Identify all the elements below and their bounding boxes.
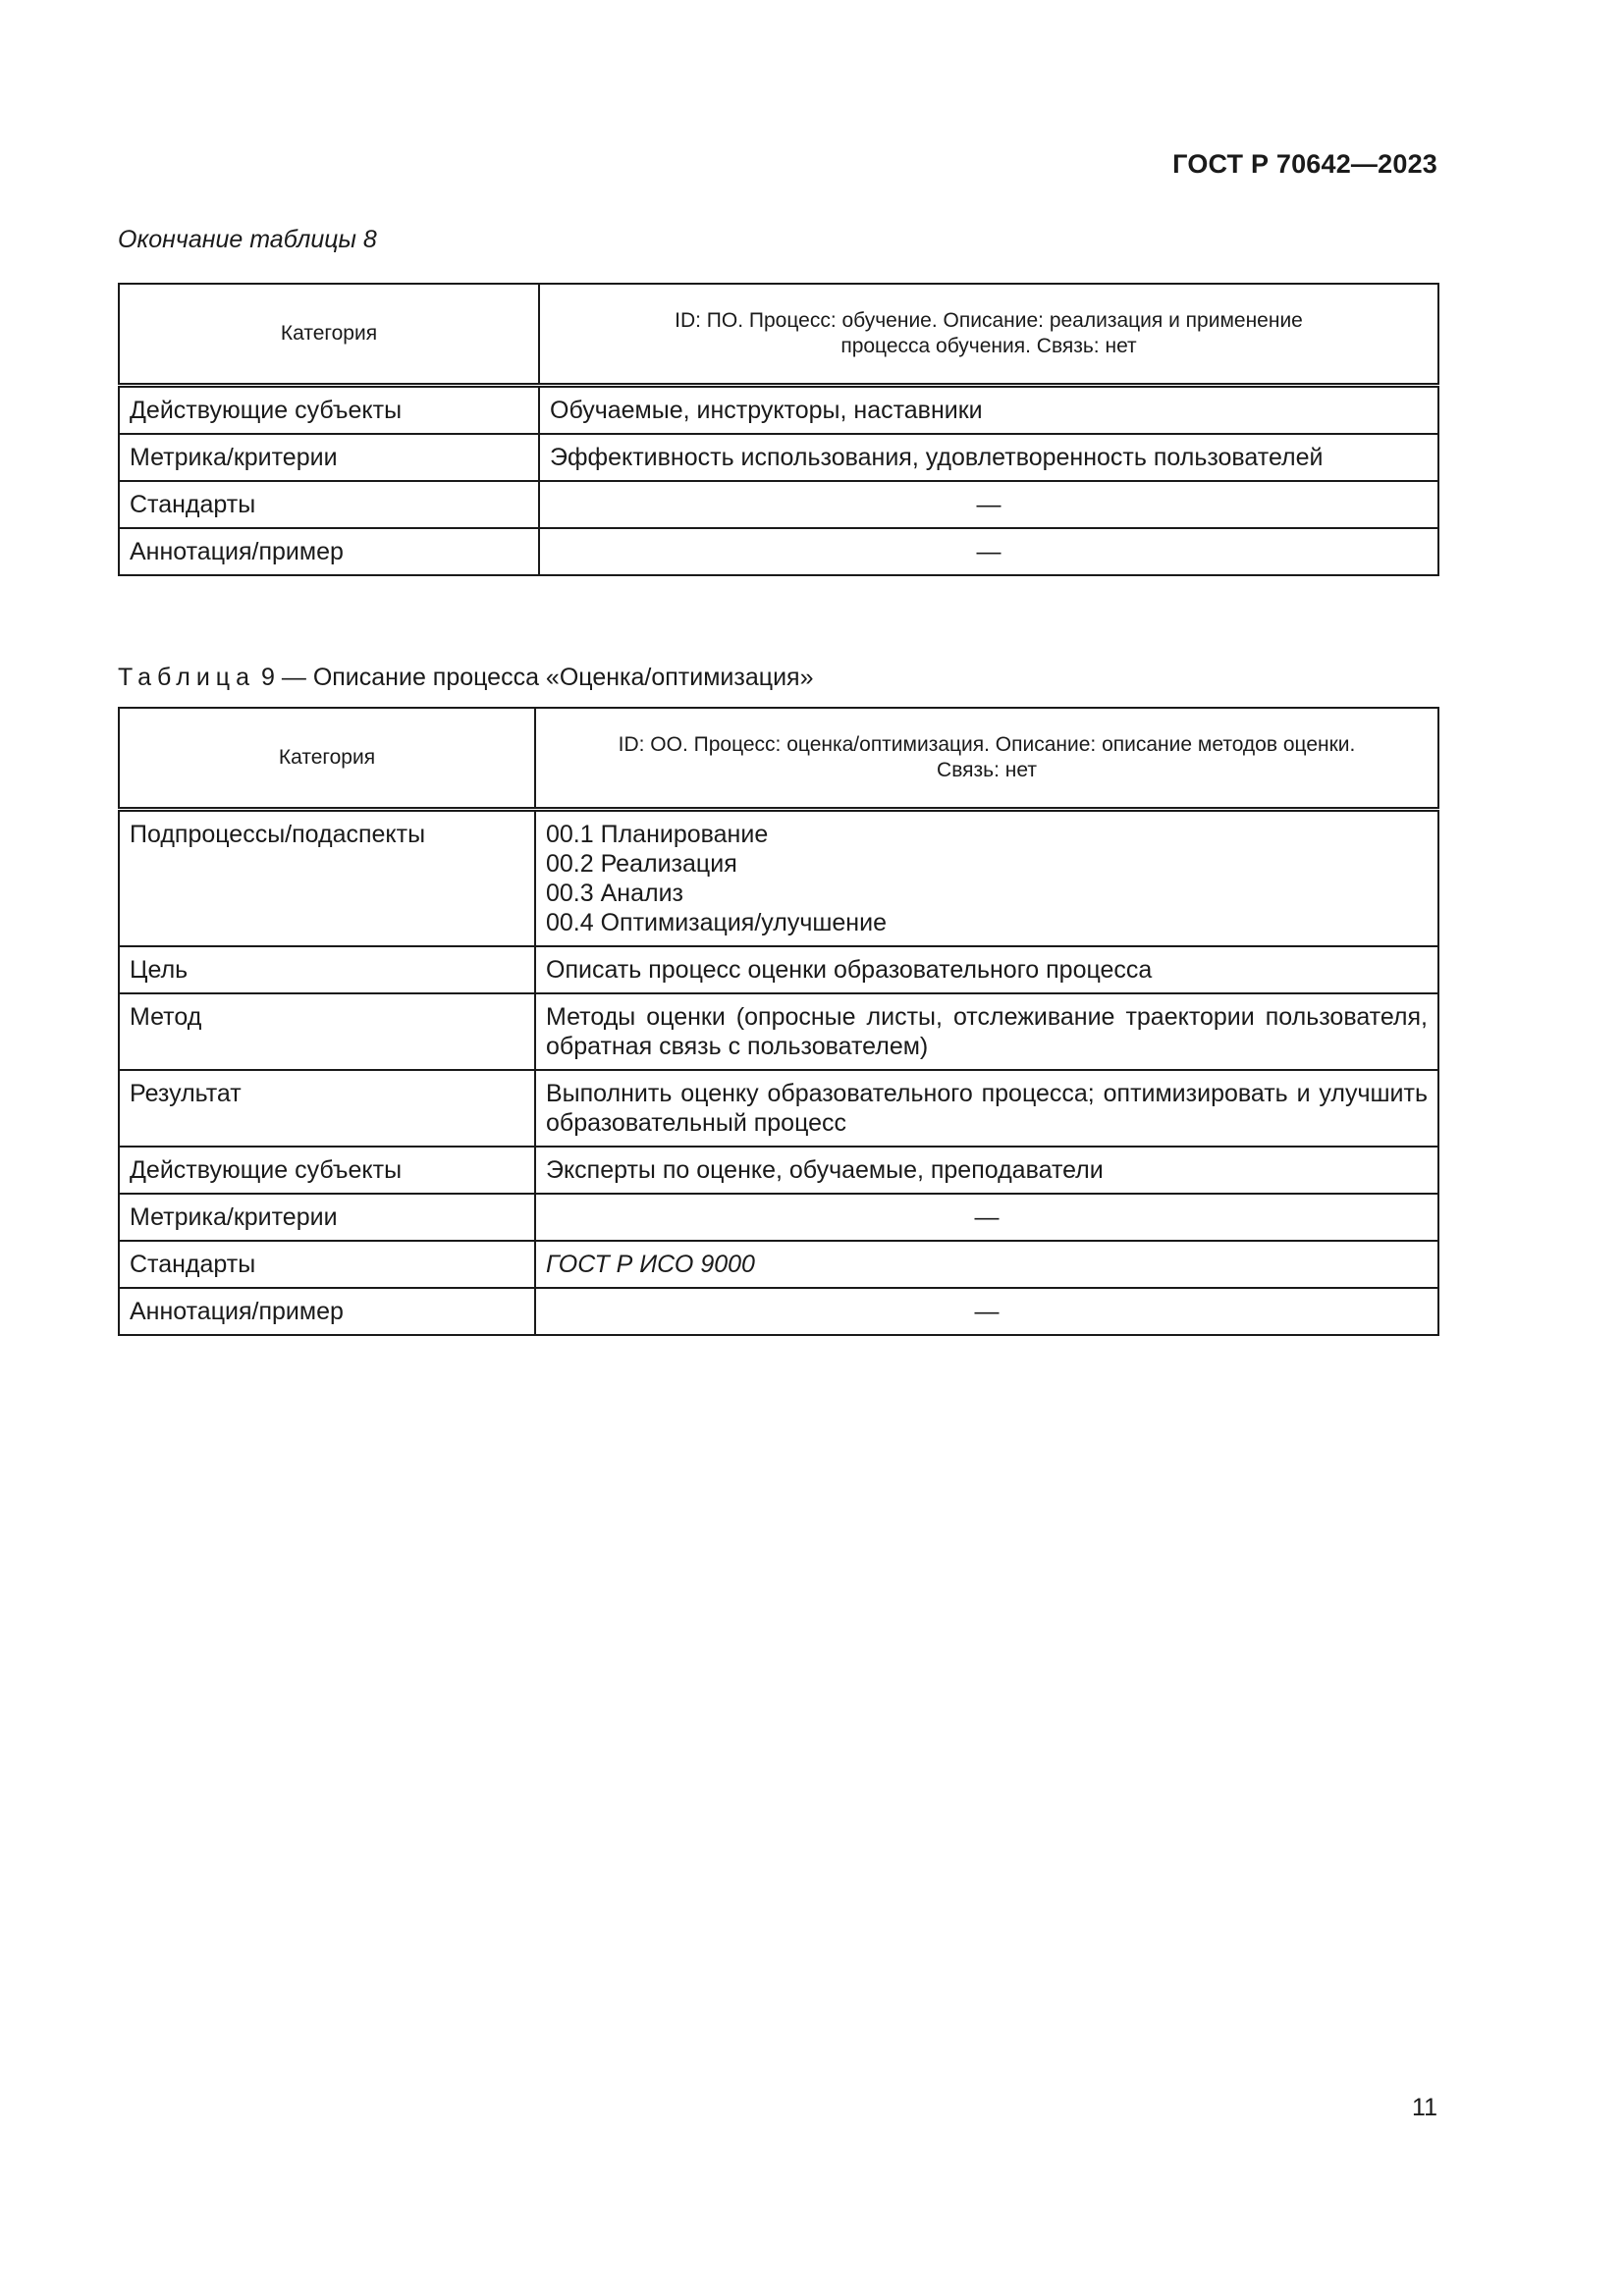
subprocess-item: 00.2 Реализация xyxy=(546,850,737,878)
table-9-caption xyxy=(118,664,813,692)
row-category: Результат xyxy=(119,1070,535,1147)
row-category: Стандарты xyxy=(119,481,539,528)
caption-label: Таблица xyxy=(118,664,256,691)
row-value: Эффективность использования, удовлетворенность пользователей xyxy=(539,434,1438,481)
table-row xyxy=(119,481,1438,528)
table-row-subprocesses xyxy=(119,810,1438,947)
header-description-line-2: Связь: нет xyxy=(937,759,1037,781)
row-category: Аннотация/пример xyxy=(119,528,539,575)
row-category: Метрика/критерии xyxy=(119,434,539,481)
table-header-row xyxy=(119,708,1438,810)
header-category: Категория xyxy=(119,284,539,386)
row-value: — xyxy=(539,481,1438,528)
row-category: Стандарты xyxy=(119,1241,535,1288)
row-value: — xyxy=(535,1288,1438,1335)
row-value: Методы оценки (опросные листы, отслеживание траектории пользователя, обратная связь с пользователем) xyxy=(535,993,1438,1070)
row-category: Метод xyxy=(119,993,535,1070)
table-row xyxy=(119,1194,1438,1241)
header-description xyxy=(535,708,1438,810)
table-9 xyxy=(118,707,1439,1336)
row-value: ГОСТ Р ИСО 9000 xyxy=(535,1241,1438,1288)
document-id: ГОСТ Р 70642—2023 xyxy=(1172,149,1437,179)
row-category: Действующие субъекты xyxy=(119,1147,535,1194)
caption-text: 9 — Описание процесса «Оценка/оптимизация» xyxy=(261,664,814,691)
row-category: Действующие субъекты xyxy=(119,386,539,435)
header-category: Категория xyxy=(119,708,535,810)
row-value: Описать процесс оценки образовательного процесса xyxy=(535,946,1438,993)
table-row xyxy=(119,386,1438,435)
table-row xyxy=(119,528,1438,575)
row-value-list xyxy=(535,810,1438,947)
subprocess-item: 00.4 Оптимизация/улучшение xyxy=(546,909,887,936)
row-value: — xyxy=(539,528,1438,575)
row-value: Выполнить оценку образовательного процесса; оптимизировать и улучшить образовательный процесс xyxy=(535,1070,1438,1147)
table-row xyxy=(119,946,1438,993)
header-description-line-1: ID: ПО. Процесс: обучение. Описание: реализация и применение xyxy=(675,309,1303,332)
table-row xyxy=(119,993,1438,1070)
table-row xyxy=(119,1288,1438,1335)
row-category: Подпроцессы/подаспекты xyxy=(119,810,535,947)
row-category: Цель xyxy=(119,946,535,993)
row-category: Аннотация/пример xyxy=(119,1288,535,1335)
subprocess-item: 00.1 Планирование xyxy=(546,821,769,848)
row-value: Эксперты по оценке, обучаемые, преподаватели xyxy=(535,1147,1438,1194)
page-number: 11 xyxy=(1412,2094,1437,2121)
row-value: — xyxy=(535,1194,1438,1241)
header-description xyxy=(539,284,1438,386)
table-8 xyxy=(118,283,1439,576)
table-row xyxy=(119,1241,1438,1288)
header-description-line-1: ID: ОО. Процесс: оценка/оптимизация. Описание: описание методов оценки. xyxy=(618,733,1356,756)
table-row xyxy=(119,1147,1438,1194)
header-description-line-2: процесса обучения. Связь: нет xyxy=(840,335,1137,357)
row-value: Обучаемые, инструкторы, наставники xyxy=(539,386,1438,435)
table-row xyxy=(119,434,1438,481)
table-continuation-caption: Окончание таблицы 8 xyxy=(118,226,377,253)
table-row xyxy=(119,1070,1438,1147)
row-category: Метрика/критерии xyxy=(119,1194,535,1241)
table-header-row xyxy=(119,284,1438,386)
subprocess-item: 00.3 Анализ xyxy=(546,880,684,907)
